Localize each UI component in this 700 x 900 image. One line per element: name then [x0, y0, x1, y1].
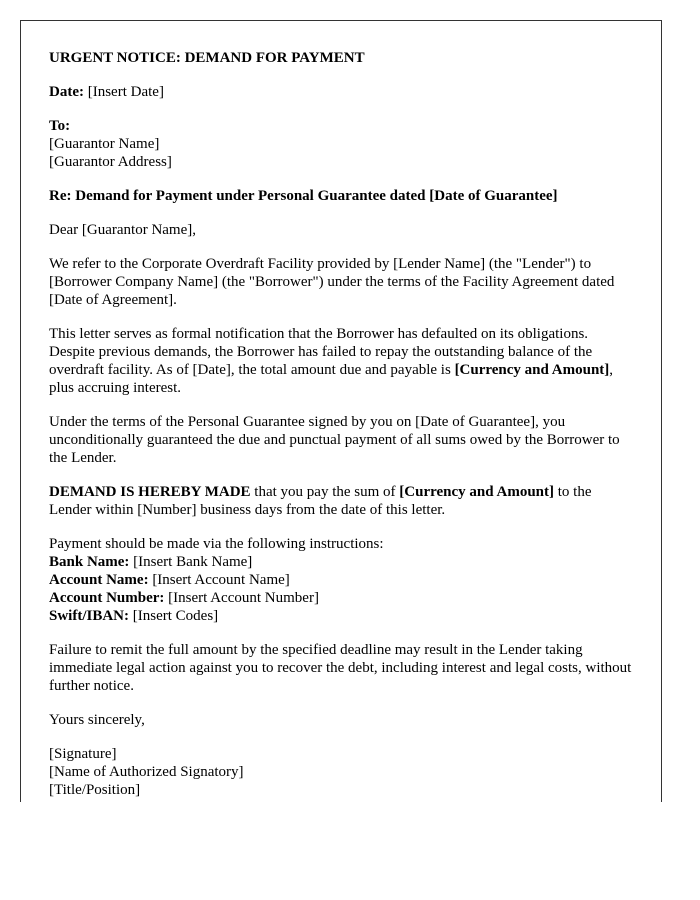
account-name-value: [Insert Account Name] [148, 572, 290, 588]
swift-iban-value: [Insert Codes] [129, 608, 219, 624]
signature: [Signature] [49, 746, 117, 762]
account-number-value: [Insert Account Number] [164, 590, 319, 606]
subject-text: Re: Demand for Payment under Personal Guarantee dated [Date of Guarantee] [49, 188, 558, 204]
default-tail: , plus accruing interest. [49, 362, 614, 396]
demand-lead: DEMAND IS HEREBY MADE [49, 484, 251, 500]
account-name-label: Account Name: [49, 572, 149, 588]
amount-due: [Currency and Amount] [454, 362, 610, 378]
payment-intro: Payment should be made via the following instructions: [49, 536, 384, 552]
demand-tail: to the Lender within [Number] business days from the date of this letter. [49, 484, 592, 518]
letter-page [20, 20, 662, 802]
date-line [49, 83, 634, 101]
to-label: To: [49, 118, 71, 134]
guarantor-name: [Guarantor Name] [49, 136, 160, 152]
closing: Yours sincerely, [49, 712, 145, 728]
date-value: [Insert Date] [87, 84, 164, 100]
signatory-name: [Name of Authorized Signatory] [49, 764, 244, 780]
demand-mid: that you pay the sum of [250, 484, 400, 500]
guarantor-address: [Guarantor Address] [49, 154, 172, 170]
paragraph-default [49, 325, 634, 397]
signatory-title: [Title/Position] [49, 782, 141, 798]
demand-amount: [Currency and Amount] [399, 484, 555, 500]
account-number-label: Account Number: [49, 590, 165, 606]
paragraph-demand [49, 483, 634, 519]
paragraph-facility: We refer to the Corporate Overdraft Facility provided by [Lender Name] (the "Lender") to [Borrower Company Name] (the "Borrower") under the terms of the Facility Agreement dated [Date of Agreement]. [49, 256, 615, 308]
paragraph-consequences: Failure to remit the full amount by the specified deadline may result in the Lender taking immediate legal action against you to recover the debt, including interest and legal costs, without further notice. [49, 642, 632, 694]
paragraph-guarantee: Under the terms of the Personal Guarantee signed by you on [Date of Guarantee], you unconditionally guaranteed the due and punctual payment of all sums owed by the Borrower to the Lender. [49, 414, 620, 466]
letter-title: URGENT NOTICE: DEMAND FOR PAYMENT [49, 50, 365, 66]
recipient-block [49, 117, 634, 171]
subject-line [49, 187, 634, 205]
swift-iban-label: Swift/IBAN: [49, 608, 130, 624]
date-label: Date: [49, 84, 84, 100]
payment-instructions [49, 535, 634, 625]
bank-name-value: [Insert Bank Name] [129, 554, 253, 570]
signature-block [49, 745, 634, 799]
bank-name-label: Bank Name: [49, 554, 130, 570]
salutation: Dear [Guarantor Name], [49, 222, 197, 238]
default-text: This letter serves as formal notification that the Borrower has defaulted on its obligations. Despite previous demands, the Borrower has failed to repay the outstanding balance of the overdraft facility. As of [Date], the total amount due and payable is [49, 326, 593, 378]
